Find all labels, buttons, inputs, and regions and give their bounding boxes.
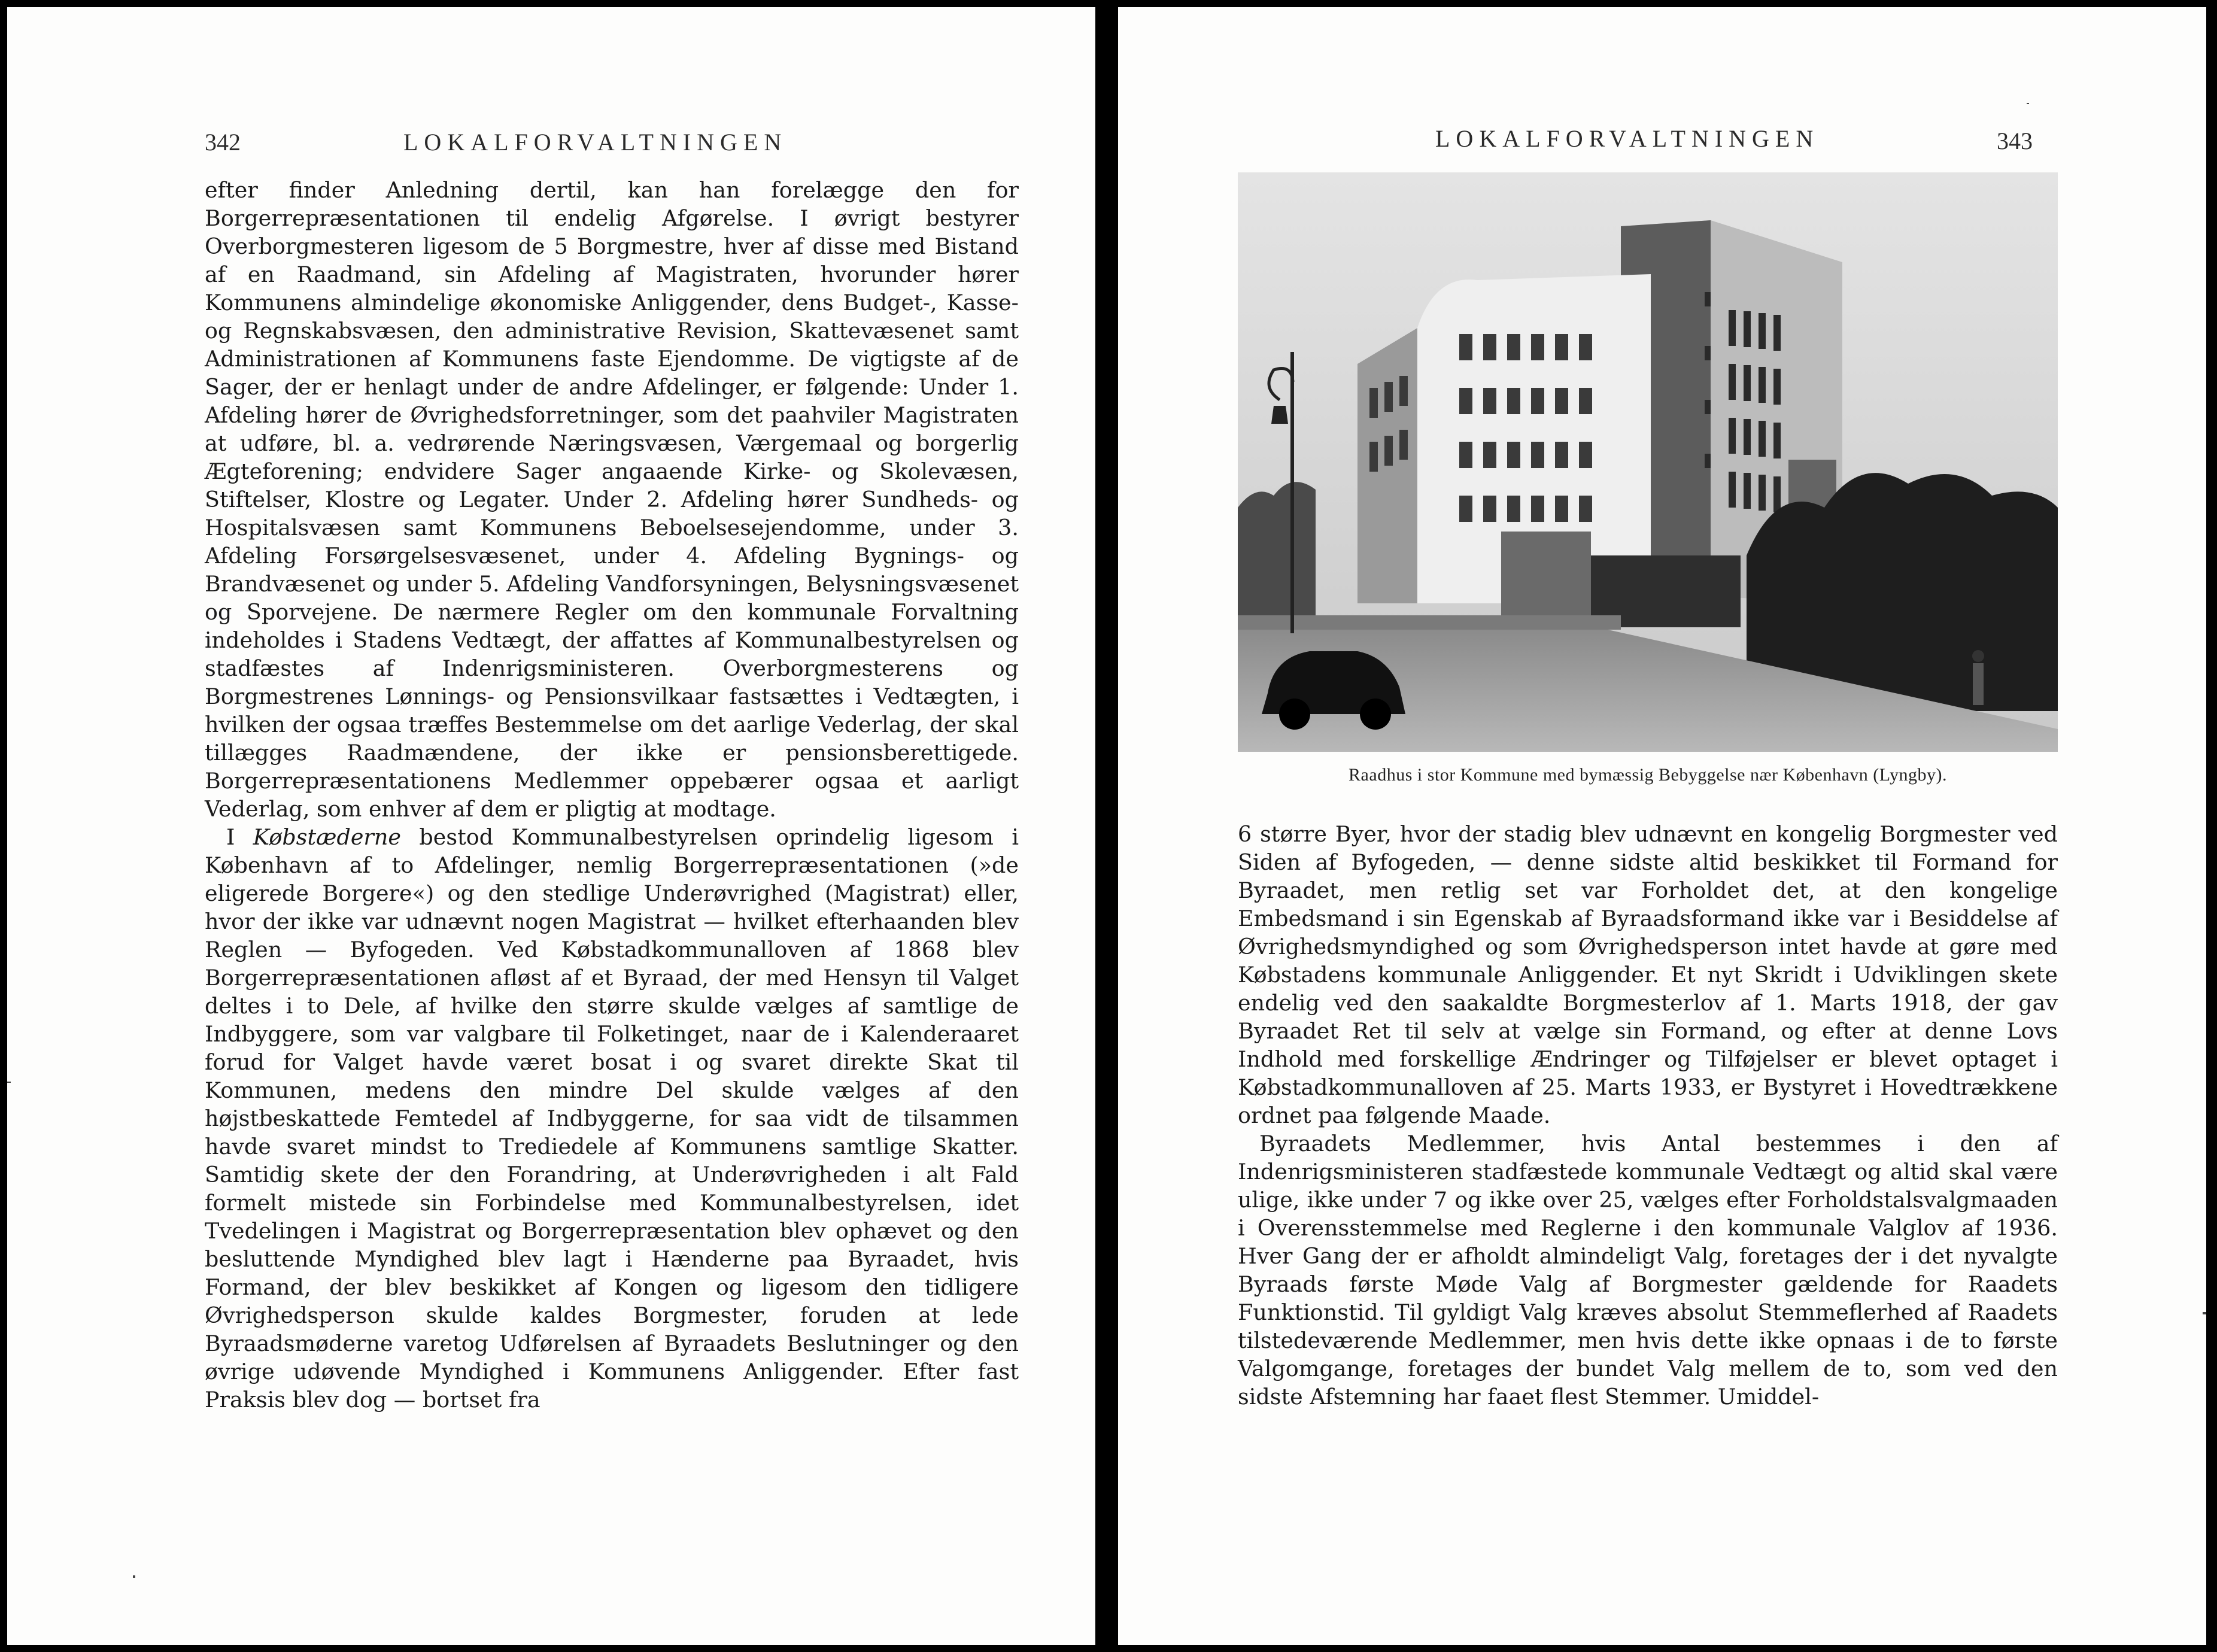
left-body-text: [205, 176, 1019, 1414]
left-page: [7, 7, 1095, 1645]
right-page: [1118, 7, 2206, 1645]
paragraph: [205, 823, 1019, 1414]
book-gutter: [1095, 0, 1118, 1652]
photo-caption: Raadhus i stor Kommune med bymæssig Bebyggelse nær København (Lyngby).: [1349, 765, 1947, 785]
right-body-text: [1238, 820, 2058, 1411]
edge-mark: [2027, 103, 2029, 104]
paragraph: 6 større Byer, hvor der stadig blev udnævnt en kongelig Borgmester ved Siden af Byfogeden, — denne sidste altid beskikket til Formand for Byraadet, men retlig set var Forholdet det, at den kongelige Embedsmand i sin Egenskab af Byraadsformand ikke var i Besiddelse af Øvrighedsmyndighed og som Øvrighedsperson intet havde at gøre med Købstadens kommunale Anliggender. Et nyt Skridt i Udviklingen skete endelig ved den saakaldte Borgmesterlov af 1. Marts 1918, der gav Byraadet Ret til selv at vælge sin Formand, og efter at denne Lovs Indhold med forskellige Ændringer og Tilføjelser er blevet optaget i Købstadkommunalloven af 25. Marts 1933, er Bystyret i Hovedtrækkene ordnet paa følgende Maade.: [1238, 821, 2058, 1128]
emphasis-term: Købstæderne: [253, 824, 401, 850]
paragraph: Byraadets Medlemmer, hvis Antal bestemmes i den af Indenrigsministeren stadfæstede kommunale Vedtægt og altid skal være ulige, ikke under 7 og ikke over 25, vælges efter Forholdstalsvalgmaaden i Overensstemmelse med Reglerne i den kommunale Valglov af 1936. Hver Gang der er afholdt almindeligt Valg, foretages der i det nyvalgte Byraads første Møde Valg af Borgmester gældende for Raadets Funktionstid. Til gyldigt Valg kræves absolut Stemmeflerhed af Raadets tilstedeværende Medlemmer, men hvis dette ikke opnaas i de to første Valgomgange, foretages der bundet Valg mellem de to, som ved den sidste Afstemning har faaet flest Stemmer. Umiddel-: [1238, 1131, 2058, 1410]
edge-mark: [2203, 1312, 2206, 1314]
town-hall-photo: [1238, 172, 2058, 752]
paragraph-text: bestod Kommunalbestyrelsen oprindelig ligesom i København af to Afdelinger, nemlig Borgerrepræsentationen (»de eligerede Borgere«) og den stedlige Underøvrighed (Magistrat) eller, hvor der ikke var udnævnt nogen Magistrat — hvilket efterhaanden blev Reglen — Byfogeden. Ved Købstadkommunalloven af 1868 blev Borgerrepræsentationen afløst af et Byraad, der med Hensyn til Valget deltes i to Dele, af hvilke den større skulde vælges af samtlige de Indbyggere, som var valgbare til Folketinget, naar de i Kalenderaaret forud for Valget havde været bosat i og svaret direkte Skat til Kommunen, medens den mindre Del skulde vælges af den højstbeskattede Femtedel af Indbyggerne, for saa vidt de tilsammen havde svaret mindst to Trediedele af Kommunens samtlige Skatter. Samtidig skete der den Forandring, at Underøvrigheden i alt Fald formelt mistede sin Forbindelse med Kommunalbestyrelsen, idet Tvedelingen i Magistrat og Borgerrepræsentation blev ophævet og den besluttende Myndighed blev lagt i Hænderne paa Byraadet, hvis Formand, der blev beskikket af Kongen og ligesom den tidligere Øvrighedsperson skulde kaldes Borgmester, foruden at lede Byraadsmøderne varetog Udførelsen af Byraadets Beslutninger og den øvrige udøvende Myndighed i Kommunens Anliggender. Efter fast Praksis blev dog — bortset fra: [205, 824, 1019, 1413]
running-head: LOKALFORVALTNINGEN: [1435, 125, 1820, 152]
paragraph-lead: I: [226, 824, 253, 850]
edge-mark: [7, 1082, 11, 1083]
running-head: LOKALFORVALTNINGEN: [403, 129, 788, 156]
page-number: 342: [205, 129, 241, 156]
paragraph: efter finder Anledning dertil, kan han forelægge den for Borgerrepræsentationen til endelig Afgørelse. I øvrigt bestyrer Overborgmesteren ligesom de 5 Borgmestre, hver af disse med Bistand af en Raadmand, sin Afdeling af Magistraten, hvorunder hører Kommunens almindelige økonomiske Anliggender, dens Budget-, Kasse- og Regnskabsvæsen, den administrative Revision, Skattevæsenet samt Administrationen af Kommunens faste Ejendomme. De vigtigste af de Sager, der er henlagt under de andre Afdelinger, er følgende: Under 1. Afdeling hører de Øvrighedsforretninger, som det paahviler Magistraten at udføre, bl. a. vedrørende Næringsvæsen, Værgemaal og borgerlig Ægteforening; endvidere Sager angaaende Kirke- og Skolevæsen, Stiftelser, Klostre og Legater. Under 2. Afdeling hører Sundheds- og Hospitalsvæsen samt Kommunens Beboelsesejendomme, under 3. Afdeling Forsørgelsesvæsenet, under 4. Afdeling Bygnings- og Brandvæsenet og under 5. Afdeling Vandforsyningen, Belysningsvæsenet og Sporvejene. De nærmere Regler om den kommunale Forvaltning indeholdes i Stadens Vedtægt, der affattes af Kommunalbestyrelsen og stadfæstes af Indenrigsministeren. Overborgmesterens og Borgmestrenes Lønnings- og Pensionsvilkaar fastsættes i Vedtægten, i hvilken der ogsaa træffes Bestemmelse om det aarlige Vederlag, der skal tillægges Raadmændene, der ikke er pensionsberettigede. Borgerrepræsentationens Medlemmer oppebærer ogsaa et aarligt Vederlag, som enhver af dem er pligtig at modtage.: [205, 177, 1019, 822]
page-number: 343: [1997, 127, 2033, 154]
edge-mark: [133, 1575, 135, 1578]
